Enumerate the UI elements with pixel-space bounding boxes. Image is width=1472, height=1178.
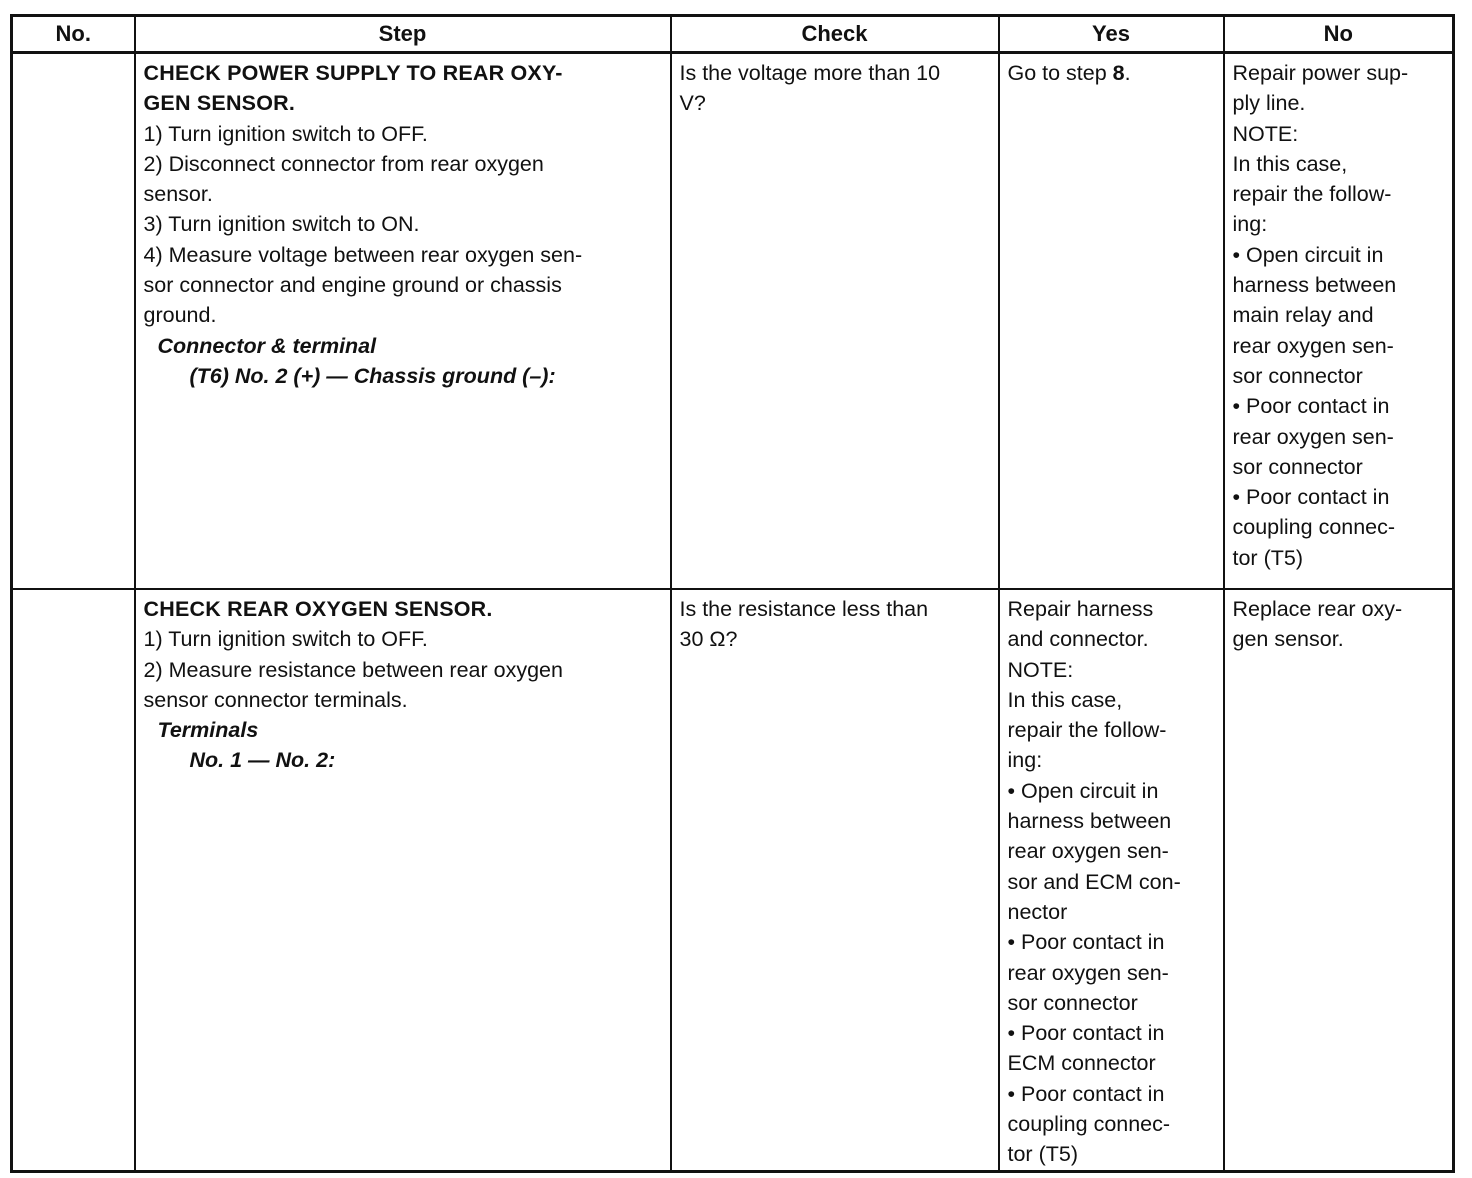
check-line: V?: [679, 91, 706, 116]
no-line: coupling connec-: [1232, 515, 1396, 540]
no-line: tor (T5): [1232, 545, 1303, 570]
row-number: [12, 589, 135, 1171]
yes-line: tor (T5): [1007, 1142, 1078, 1167]
yes-line: • Poor contact in: [1007, 1021, 1165, 1046]
yes-suffix: .: [1124, 61, 1131, 85]
header-no: No.: [12, 16, 135, 53]
yes-line: [1008, 58, 1215, 88]
step-sub-heading: Connector & terminal: [157, 333, 377, 358]
yes-line: • Poor contact in: [1007, 1081, 1165, 1106]
step-sub-item: (T6) No. 2 (+) — Chassis ground (–):: [189, 363, 556, 388]
step-title: CHECK REAR OXYGEN SENSOR.: [143, 597, 493, 621]
step-line: sensor connector terminals.: [143, 687, 408, 712]
step-line: 4) Measure voltage between rear oxygen sen-: [143, 242, 583, 267]
check-line: Is the resistance less than: [679, 597, 929, 621]
no-line: sor connector: [1232, 363, 1363, 388]
step-line: ground.: [143, 303, 217, 328]
header-yes: Yes: [999, 16, 1224, 53]
yes-line: ing:: [1007, 748, 1043, 773]
no-line: rear oxygen sen-: [1232, 424, 1394, 449]
step-line: sor connector and engine ground or chassis: [143, 273, 562, 298]
step-line: 2) Measure resistance between rear oxygen: [143, 657, 563, 682]
yes-line: ECM connector: [1007, 1051, 1156, 1076]
yes-line: • Open circuit in: [1007, 778, 1159, 803]
no-line: harness between: [1232, 273, 1397, 298]
step-line: 1) Turn ignition switch to OFF.: [143, 121, 428, 146]
step-title: CHECK POWER SUPPLY TO REAR OXY-: [143, 61, 563, 85]
yes-line: Repair harness: [1007, 597, 1154, 621]
check-cell: [671, 53, 999, 590]
no-cell: [1224, 589, 1454, 1171]
yes-line: harness between: [1007, 809, 1172, 834]
header-check: Check: [671, 16, 999, 53]
step-line: 1) Turn ignition switch to OFF.: [143, 627, 428, 652]
header-no-result: No: [1224, 16, 1454, 53]
no-line: sor connector: [1232, 454, 1363, 479]
no-cell: [1224, 53, 1454, 590]
no-line: NOTE:: [1232, 121, 1299, 146]
step-title: GEN SENSOR.: [143, 91, 296, 116]
yes-line: sor and ECM con-: [1007, 869, 1181, 894]
check-cell: [671, 589, 999, 1171]
yes-line: • Poor contact in: [1007, 930, 1165, 955]
yes-cell: [999, 53, 1224, 590]
no-line: • Open circuit in: [1232, 242, 1384, 267]
no-line: • Poor contact in: [1232, 394, 1390, 419]
step-cell: [135, 53, 671, 590]
yes-line: nector: [1007, 899, 1068, 924]
no-line: Replace rear oxy-: [1232, 597, 1403, 621]
no-line: ply line.: [1232, 91, 1306, 116]
diagnostic-table-wrapper: [10, 14, 1455, 1173]
header-step: Step: [135, 16, 671, 53]
step-cell: [135, 589, 671, 1171]
row-number: [12, 53, 135, 590]
no-line: • Poor contact in: [1232, 485, 1390, 510]
step-sub-heading: Terminals: [157, 718, 259, 743]
yes-line: In this case,: [1007, 687, 1123, 712]
no-line: rear oxygen sen-: [1232, 333, 1394, 358]
yes-line: and connector.: [1007, 627, 1149, 652]
check-line: 30 Ω?: [679, 627, 738, 652]
step-reference: 8: [1112, 61, 1125, 85]
table-row: [12, 53, 1454, 590]
no-line: repair the follow-: [1232, 182, 1392, 207]
yes-line: sor connector: [1007, 990, 1138, 1015]
header-row: [12, 16, 1454, 53]
table-row: [12, 589, 1454, 1171]
step-line: 3) Turn ignition switch to ON.: [143, 212, 420, 237]
diagnostic-table: [10, 14, 1455, 1173]
no-line: gen sensor.: [1232, 627, 1344, 652]
no-line: In this case,: [1232, 151, 1348, 176]
step-line: sensor.: [143, 182, 213, 207]
yes-line: rear oxygen sen-: [1007, 960, 1169, 985]
step-sub-item: No. 1 — No. 2:: [189, 748, 336, 773]
yes-line: rear oxygen sen-: [1007, 839, 1169, 864]
yes-cell: [999, 589, 1224, 1171]
no-line: Repair power sup-: [1232, 61, 1409, 85]
check-line: Is the voltage more than 10: [679, 61, 941, 85]
step-line: 2) Disconnect connector from rear oxygen: [143, 151, 544, 176]
no-line: main relay and: [1232, 303, 1374, 328]
yes-line: NOTE:: [1007, 657, 1074, 682]
yes-line: repair the follow-: [1007, 718, 1167, 743]
no-line: ing:: [1232, 212, 1268, 237]
yes-line: coupling connec-: [1007, 1112, 1171, 1137]
yes-prefix: Go to step: [1007, 61, 1113, 85]
